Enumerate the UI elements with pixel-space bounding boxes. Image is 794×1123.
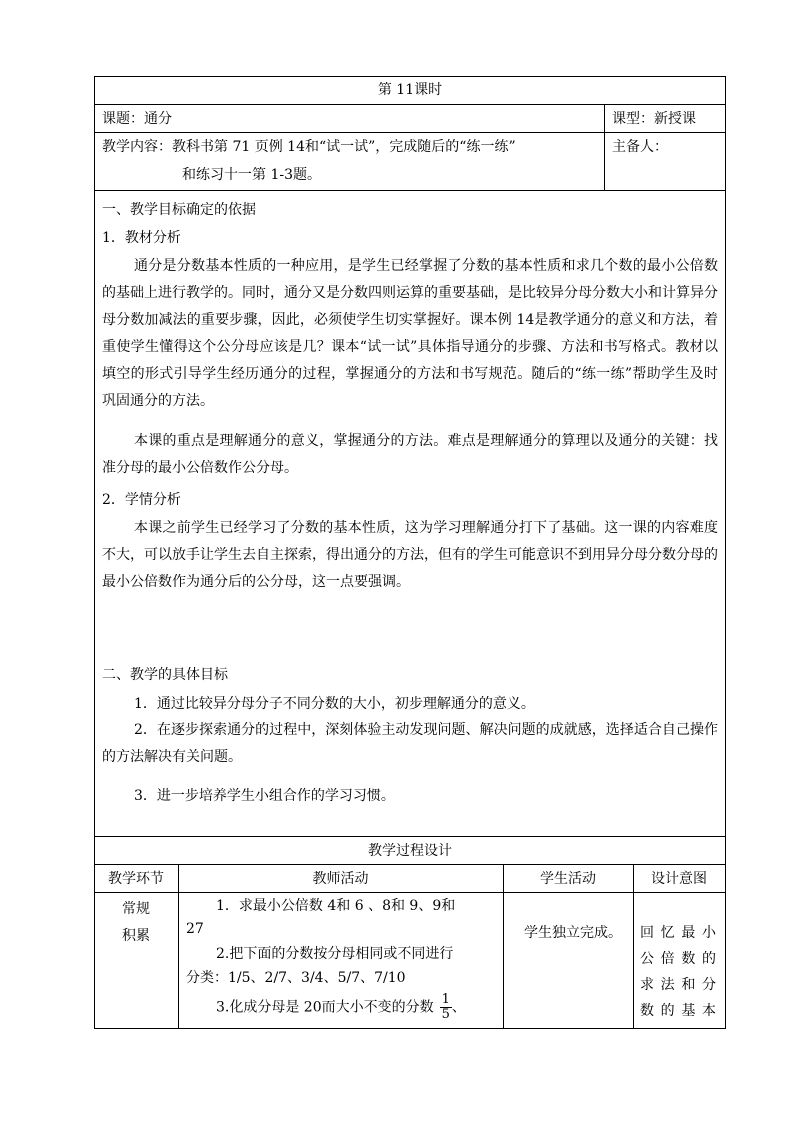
table-line [94,190,726,191]
goal-item-2: 2．在逐步探索通分的过程中，深刻体验主动发现问题、解决问题的成就感，选择适合自己操作的方法解决有关问题。 [102,722,718,765]
header-teaching-stage: 教学环节 [108,871,164,887]
stage-label-line1: 常规 [122,901,150,917]
goal-item-3: 3．进一步培养学生小组合作的学习习惯。 [134,788,395,804]
table-line [94,132,726,133]
lesson-number: 第 11课时 [377,82,443,98]
teacher-activity-1b: 27 [186,921,204,937]
table-line [94,76,726,77]
design-intent-line1: 回忆最小 [640,925,718,941]
lesson-type: 课型：新授课 [612,111,696,127]
fraction-one-fifth [440,993,452,1022]
design-intent-line4: 数的基本 [640,1003,718,1019]
section1-title: 一、教学目标确定的依据 [102,202,256,218]
teacher-activity-1a: 1．求最小公倍数 4和 6 、8和 9、9和 [216,898,456,914]
lesson-topic: 课题：通分 [102,111,172,127]
table-line [94,1028,726,1029]
teacher-activity-2a: 2.把下面的分数按分母相同或不同进行 [216,946,454,962]
stage-label-line2: 积累 [122,928,150,944]
section2-title: 二、教学的具体目标 [102,667,228,683]
table-line [94,892,726,893]
header-design-intent: 设计意图 [651,871,707,887]
preparer-label: 主备人： [612,139,668,155]
teacher-activity-3-tail: 、 [451,999,466,1016]
table-line [604,104,605,190]
goal-item-1: 1．通过比较异分母分子不同分数的大小，初步理解通分的意义。 [134,696,535,712]
table-line [725,76,726,1029]
teacher-activity-3-text: 3.化成分母是 20而大小不变的分数 [216,999,434,1016]
teaching-content-line2: 和练习十一第 1-3题。 [182,167,321,183]
student-activity: 学生独立完成。 [524,925,622,941]
student-analysis-paragraph: 本课之前学生已经学习了分数的基本性质，这为学习理解通分打下了基础。这一课的内容难度不大，可以放手让学生去自主探索，得出通分的方法，但有的学生可能意识不到用异分母分数分母的最小公倍数作为通分后的公分母，这一点要强调。 [102,520,718,590]
header-teacher-activity: 教师活动 [312,871,369,887]
student-analysis-title: 2．学情分析 [102,492,181,508]
fraction-denominator: 5 [441,1007,450,1022]
teacher-activity-2b: 分类：1/5、2/7、3/4、5/7、7/10 [186,970,406,986]
textbook-analysis-title: 1．教材分析 [102,230,181,246]
fraction-numerator: 1 [441,992,450,1007]
textbook-analysis-paragraph1: 通分是分数基本性质的一种应用，是学生已经掌握了分数的基本性质和求几个数的最小公倍数的基础上进行教学的。同时，通分又是分数四则运算的重要基础，是比较异分母分数大小和计算异分母分数加减法的重要步骤，因此，必须使学生切实掌握好。课本例 14是教学通分的意义和方法，着重使学生懂得这个公分母应该是几？课本“试一试”具体指导通分的步骤、方法和书写格式。教材以填空的形式引导学生经历通分的过程，掌握通分的方法和书写规范。随后的“练一练”帮助学生及时巩固通分的方法。 [102,258,718,409]
teacher-activity-3 [216,993,466,1022]
table-line [94,864,726,865]
header-student-activity: 学生活动 [540,871,596,887]
textbook-analysis-paragraph2: 本课的重点是理解通分的意义，掌握通分的方法。难点是理解通分的算理以及通分的关键：找准分母的最小公倍数作公分母。 [102,433,718,476]
teaching-content-line1: 教学内容：教科书第 71 页例 14和“试一试”，完成随后的“练一练” [102,139,516,155]
table-line [94,104,726,105]
design-intent-line3: 求法和分 [640,977,718,993]
table-line [94,836,726,837]
process-title: 教学过程设计 [368,843,452,859]
design-intent-line2: 公倍数的 [640,951,718,967]
